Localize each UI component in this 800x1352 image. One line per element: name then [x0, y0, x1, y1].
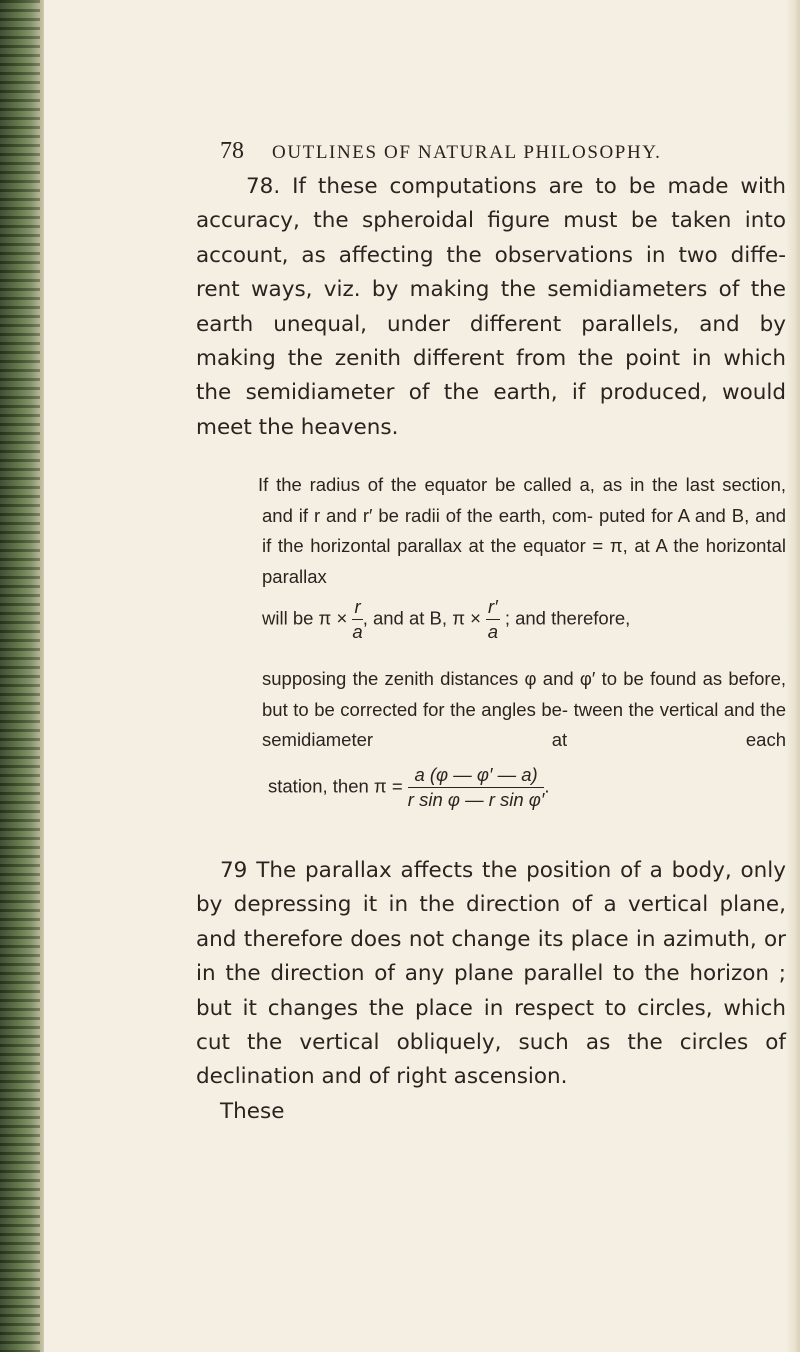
fraction-numerator: r: [352, 598, 362, 620]
running-head: [220, 138, 720, 165]
fraction-denominator: a: [352, 620, 363, 642]
section-78-note: If the radius of the equator be called a, as in the last section, and if r and r′ be radii of the earth, com- puted for A and B, and if the horizontal parallax at the equator = π, at A the horizontal parallax: [258, 474, 786, 587]
and-at-b-text: and at B,: [372, 607, 448, 629]
page-edge: [786, 0, 800, 1352]
parallax-formula-line: [262, 598, 786, 641]
section-79-text: 79 The parallax affects the position of a body, only by depressing it in the direction of a vertical plane, and therefore does not change its place in azimuth, or in the direction of any plane parallel to the horizon ; but it changes the place in respect to circles, which cut the vertical obliquely, such as the circles of declination and of right ascension.: [196, 858, 786, 1090]
fraction-denominator: r sin φ — r sin φ′: [407, 788, 545, 810]
fraction-numerator: r′: [486, 598, 500, 620]
parallax-fraction: [408, 766, 545, 809]
section-78-note-continued: supposing the zenith distances φ and φ′ to be found as before, but to be corrected for the angles be- tween the vertical and the semidiameter at each: [262, 668, 786, 750]
and-therefore-text: ; and therefore,: [504, 607, 631, 629]
section-78-paragraph: 78. If these computations are to be made with accuracy, the spheroidal figure must be taken into account, as affecting the observations in two diffe- rent ways, viz. by making the semidiameters of the earth unequal, under different parallels, and by making the zenith different from the point in which the semidiameter of the earth, if produced, would meet the heavens.: [196, 174, 786, 440]
will-be-text: will be π ×: [262, 607, 348, 629]
fraction-r-over-a: [352, 598, 362, 641]
running-head-title: OUTLINES OF NATURAL PHILOSOPHY.: [272, 142, 662, 163]
station-text: station, then π =: [268, 775, 403, 797]
catchword: These: [220, 1098, 285, 1124]
section-79-paragraph: [196, 854, 786, 1129]
fraction-numerator: a (φ — φ′ — a): [408, 766, 545, 788]
pi-times-text: π ×: [452, 607, 481, 629]
comma: ,: [362, 607, 368, 629]
period: .: [544, 775, 550, 797]
station-formula-line: [268, 766, 550, 809]
fraction-denominator: a: [487, 620, 499, 642]
page-number: 78: [220, 138, 244, 164]
fraction-r-prime-over-a: [486, 598, 500, 641]
binding-texture: [0, 0, 40, 1352]
